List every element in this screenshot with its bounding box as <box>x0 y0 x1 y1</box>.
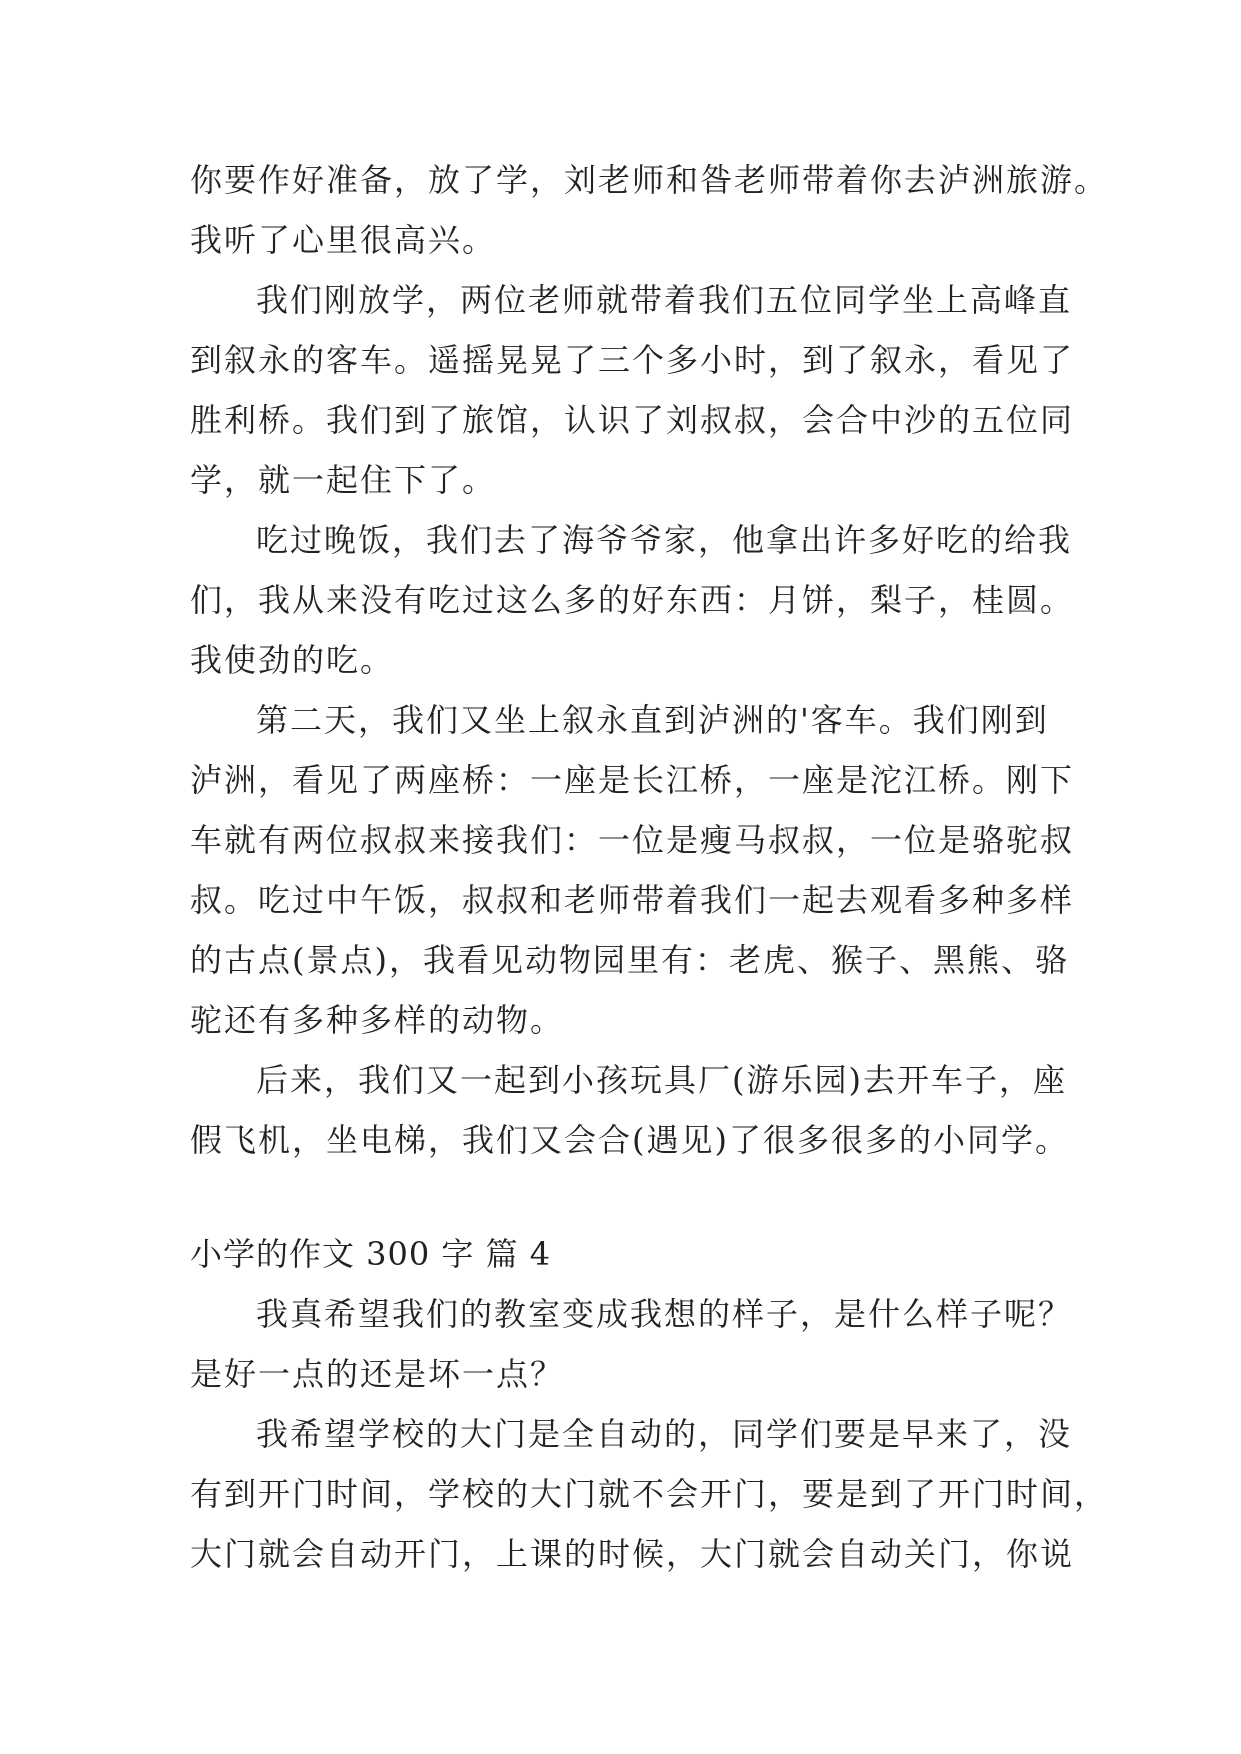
text-line: 是好一点的还是坏一点？ <box>190 1355 565 1393</box>
text-line: 的古点(景点)，我看见动物园里有：老虎、猴子、黑熊、骆 <box>190 941 1069 979</box>
paragraph <box>190 510 1075 690</box>
text-line: 车就有两位叔叔来接我们：一位是瘦马叔叔，一位是骆驼叔 <box>190 821 1075 859</box>
text-line: 第二天，我们又坐上叙永直到泸洲的'客车。我们刚到 <box>256 701 1049 739</box>
text-line: 有到开门时间，学校的大门就不会开门，要是到了开门时间， <box>190 1475 1109 1513</box>
text-line: 泸洲，看见了两座桥：一座是长江桥，一座是沱江桥。刚下 <box>190 761 1075 799</box>
paragraph <box>190 150 1109 270</box>
text-line: 我们刚放学，两位老师就带着我们五位同学坐上高峰直 <box>256 281 1073 319</box>
document-page <box>190 150 1109 1584</box>
paragraph <box>190 270 1075 510</box>
section-heading: 小学的作文 300 字 篇 4 <box>190 1235 552 1273</box>
paragraph <box>190 1050 1070 1170</box>
text-line: 到叙永的客车。遥摇晃晃了三个多小时，到了叙永，看见了 <box>190 341 1075 379</box>
text-line: 我希望学校的大门是全自动的，同学们要是早来了，没 <box>256 1415 1073 1453</box>
paragraph <box>190 1284 1073 1404</box>
section-gap <box>190 1170 1070 1224</box>
text-line: 你要作好准备，放了学，刘老师和昝老师带着你去泸洲旅游。 <box>190 161 1109 199</box>
text-line: 后来，我们又一起到小孩玩具厂(游乐园)去开车子，座 <box>256 1061 1067 1099</box>
paragraph <box>190 1404 1109 1584</box>
text-line: 吃过晚饭，我们去了海爷爷家，他拿出许多好吃的给我 <box>256 521 1073 559</box>
text-line: 胜利桥。我们到了旅馆，认识了刘叔叔，会合中沙的五位同 <box>190 401 1075 439</box>
text-line: 们，我从来没有吃过这么多的好东西：月饼，梨子，桂圆。 <box>190 581 1075 619</box>
text-line: 学，就一起住下了。 <box>190 461 497 499</box>
text-line: 我听了心里很高兴。 <box>190 221 497 259</box>
paragraph <box>190 690 1075 1050</box>
text-line: 我真希望我们的教室变成我想的样子，是什么样子呢？ <box>256 1295 1073 1333</box>
text-line: 我使劲的吃。 <box>190 641 395 679</box>
text-line: 叔。吃过中午饭，叔叔和老师带着我们一起去观看多种多样 <box>190 881 1075 919</box>
text-line: 大门就会自动开门，上课的时候，大门就会自动关门，你说 <box>190 1535 1075 1573</box>
text-line: 驼还有多种多样的动物。 <box>190 1001 565 1039</box>
text-line: 假飞机，坐电梯，我们又会合(遇见)了很多很多的小同学。 <box>190 1121 1069 1159</box>
